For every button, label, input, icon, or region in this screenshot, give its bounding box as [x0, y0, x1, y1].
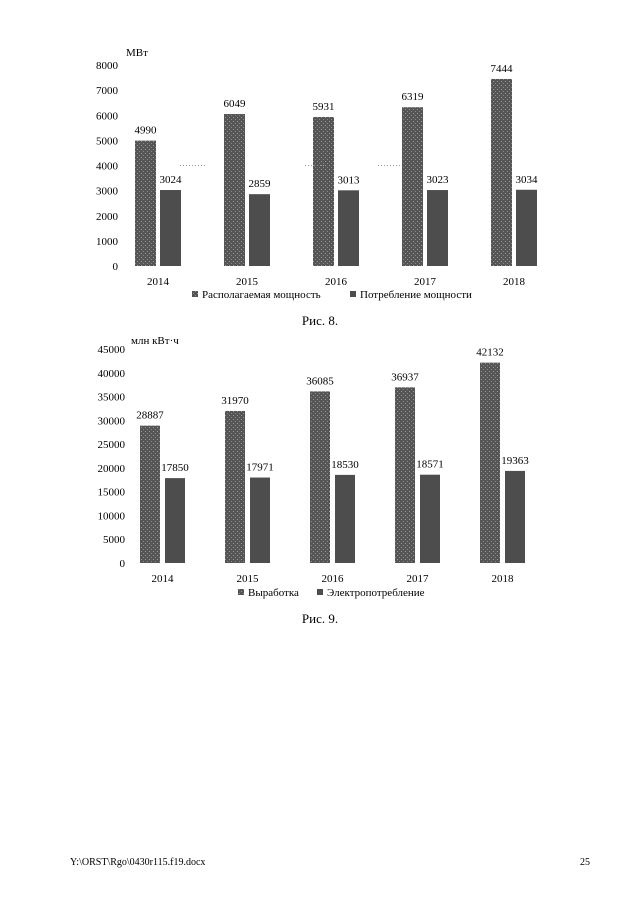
fig9-x-tick-label: 2014: [151, 573, 174, 585]
fig9-y-tick-label: 30000: [97, 415, 125, 428]
fig8-bar-series2: [516, 190, 537, 266]
fig8-y-tick-label: 4000: [96, 160, 118, 173]
fig9-data-label: 36085: [306, 375, 334, 388]
fig9-bar-series1: [310, 391, 330, 563]
fig8-bar-series2: [249, 194, 270, 266]
fig8-y-tick-label: 1000: [96, 235, 118, 248]
fig9-data-label: 28887: [136, 409, 164, 422]
fig8-y-tick-label: 6000: [96, 110, 118, 123]
fig8-bar-series2: [338, 190, 359, 266]
fig9-data-label: 17971: [246, 461, 274, 474]
fig9-legend-swatch: [317, 589, 323, 595]
fig8-data-label: 4990: [134, 124, 157, 137]
figure-caption-fig9: Рис. 9.: [301, 611, 339, 626]
fig9-data-label: 18530: [331, 458, 359, 471]
fig9-data-label: 31970: [221, 394, 249, 407]
fig8-y-tick-label: 2000: [96, 210, 118, 223]
fig8-y-tick-label: 3000: [96, 185, 118, 198]
fig8-bar-series2: [427, 190, 448, 266]
fig8-x-tick-label: 2016: [325, 276, 347, 288]
fig8-legend-swatch: [350, 291, 356, 297]
fig9-bar-series1: [140, 426, 160, 563]
chart-fig8-svg: [0, 40, 640, 308]
fig8-x-tick-label: 2018: [503, 276, 525, 288]
fig9-x-tick-label: 2016: [321, 573, 344, 585]
fig9-unit-label: млн кВт·ч: [131, 335, 179, 347]
fig9-bar-series2: [250, 478, 270, 563]
fig9-bar-series1: [395, 387, 415, 563]
chart-fig9-svg: [0, 330, 640, 602]
fig8-data-label: 3013: [337, 174, 360, 187]
fig8-legend-label: Располагаемая мощность: [202, 289, 321, 301]
fig8-y-tick-label: 5000: [96, 135, 118, 148]
fig8-bar-series1: [491, 79, 512, 266]
fig9-bar-series2: [420, 475, 440, 563]
fig8-unit-label: МВт: [126, 47, 148, 59]
fig9-legend-label: Электропотребление: [327, 587, 425, 599]
fig9-y-tick-label: 5000: [103, 534, 125, 547]
fig8-data-label: 6049: [223, 98, 246, 111]
fig9-data-label: 17850: [161, 462, 189, 475]
fig9-y-tick-label: 10000: [97, 510, 125, 523]
footer-file-path: Y:\ORST\Rgo\0430r115.f19.docx: [70, 857, 206, 868]
fig9-data-label: 42132: [476, 346, 504, 359]
fig8-legend-label: Потребление мощности: [360, 289, 472, 301]
fig8-x-tick-label: 2015: [236, 276, 258, 288]
fig8-bar-series1: [224, 114, 245, 266]
fig8-legend-swatch: [192, 291, 198, 297]
figure-caption-fig8: Рис. 8.: [301, 313, 339, 328]
fig9-y-tick-label: 45000: [97, 344, 125, 356]
fig8-x-tick-label: 2014: [147, 276, 169, 288]
fig8-data-label: 5931: [312, 100, 335, 113]
fig8-data-label: 3024: [159, 174, 182, 187]
chart-fig8: [0, 40, 640, 308]
fig9-bar-series2: [165, 478, 185, 563]
fig9-data-label: 36937: [391, 371, 419, 384]
fig9-y-tick-label: 15000: [97, 486, 125, 499]
fig9-x-tick-label: 2018: [491, 573, 514, 585]
fig8-data-label: 3034: [515, 173, 538, 186]
chart-fig9: [0, 330, 640, 602]
fig8-bar-series1: [313, 117, 334, 266]
fig9-data-label: 19363: [501, 454, 529, 467]
fig8-y-tick-label: 8000: [96, 60, 118, 72]
fig9-y-tick-label: 40000: [97, 367, 125, 380]
fig8-bar-series1: [135, 141, 156, 266]
fig9-bar-series2: [505, 471, 525, 563]
fig8-y-tick-label: 0: [112, 261, 118, 273]
fig9-y-tick-label: 20000: [97, 462, 125, 475]
fig9-y-tick-label: 25000: [97, 439, 125, 452]
fig8-data-label: 2859: [248, 178, 271, 191]
fig8-data-label: 6319: [401, 91, 424, 104]
fig9-bar-series1: [480, 363, 500, 563]
fig9-legend-label: Выработка: [248, 587, 299, 599]
fig8-bar-series1: [402, 107, 423, 266]
fig9-bar-series2: [335, 475, 355, 563]
fig9-bar-series1: [225, 411, 245, 563]
fig8-y-tick-label: 7000: [96, 85, 118, 98]
fig8-bar-series2: [160, 190, 181, 266]
fig9-x-tick-label: 2017: [406, 573, 429, 585]
fig9-data-label: 18571: [416, 458, 444, 471]
fig9-y-tick-label: 35000: [97, 391, 125, 404]
fig8-data-label: 3023: [426, 174, 449, 187]
fig8-x-tick-label: 2017: [414, 276, 436, 288]
fig9-x-tick-label: 2015: [236, 573, 259, 585]
fig9-y-tick-label: 0: [119, 558, 125, 570]
fig8-data-label: 7444: [490, 62, 513, 75]
fig9-legend-swatch: [238, 589, 244, 595]
footer-page-number: 25: [580, 857, 590, 868]
